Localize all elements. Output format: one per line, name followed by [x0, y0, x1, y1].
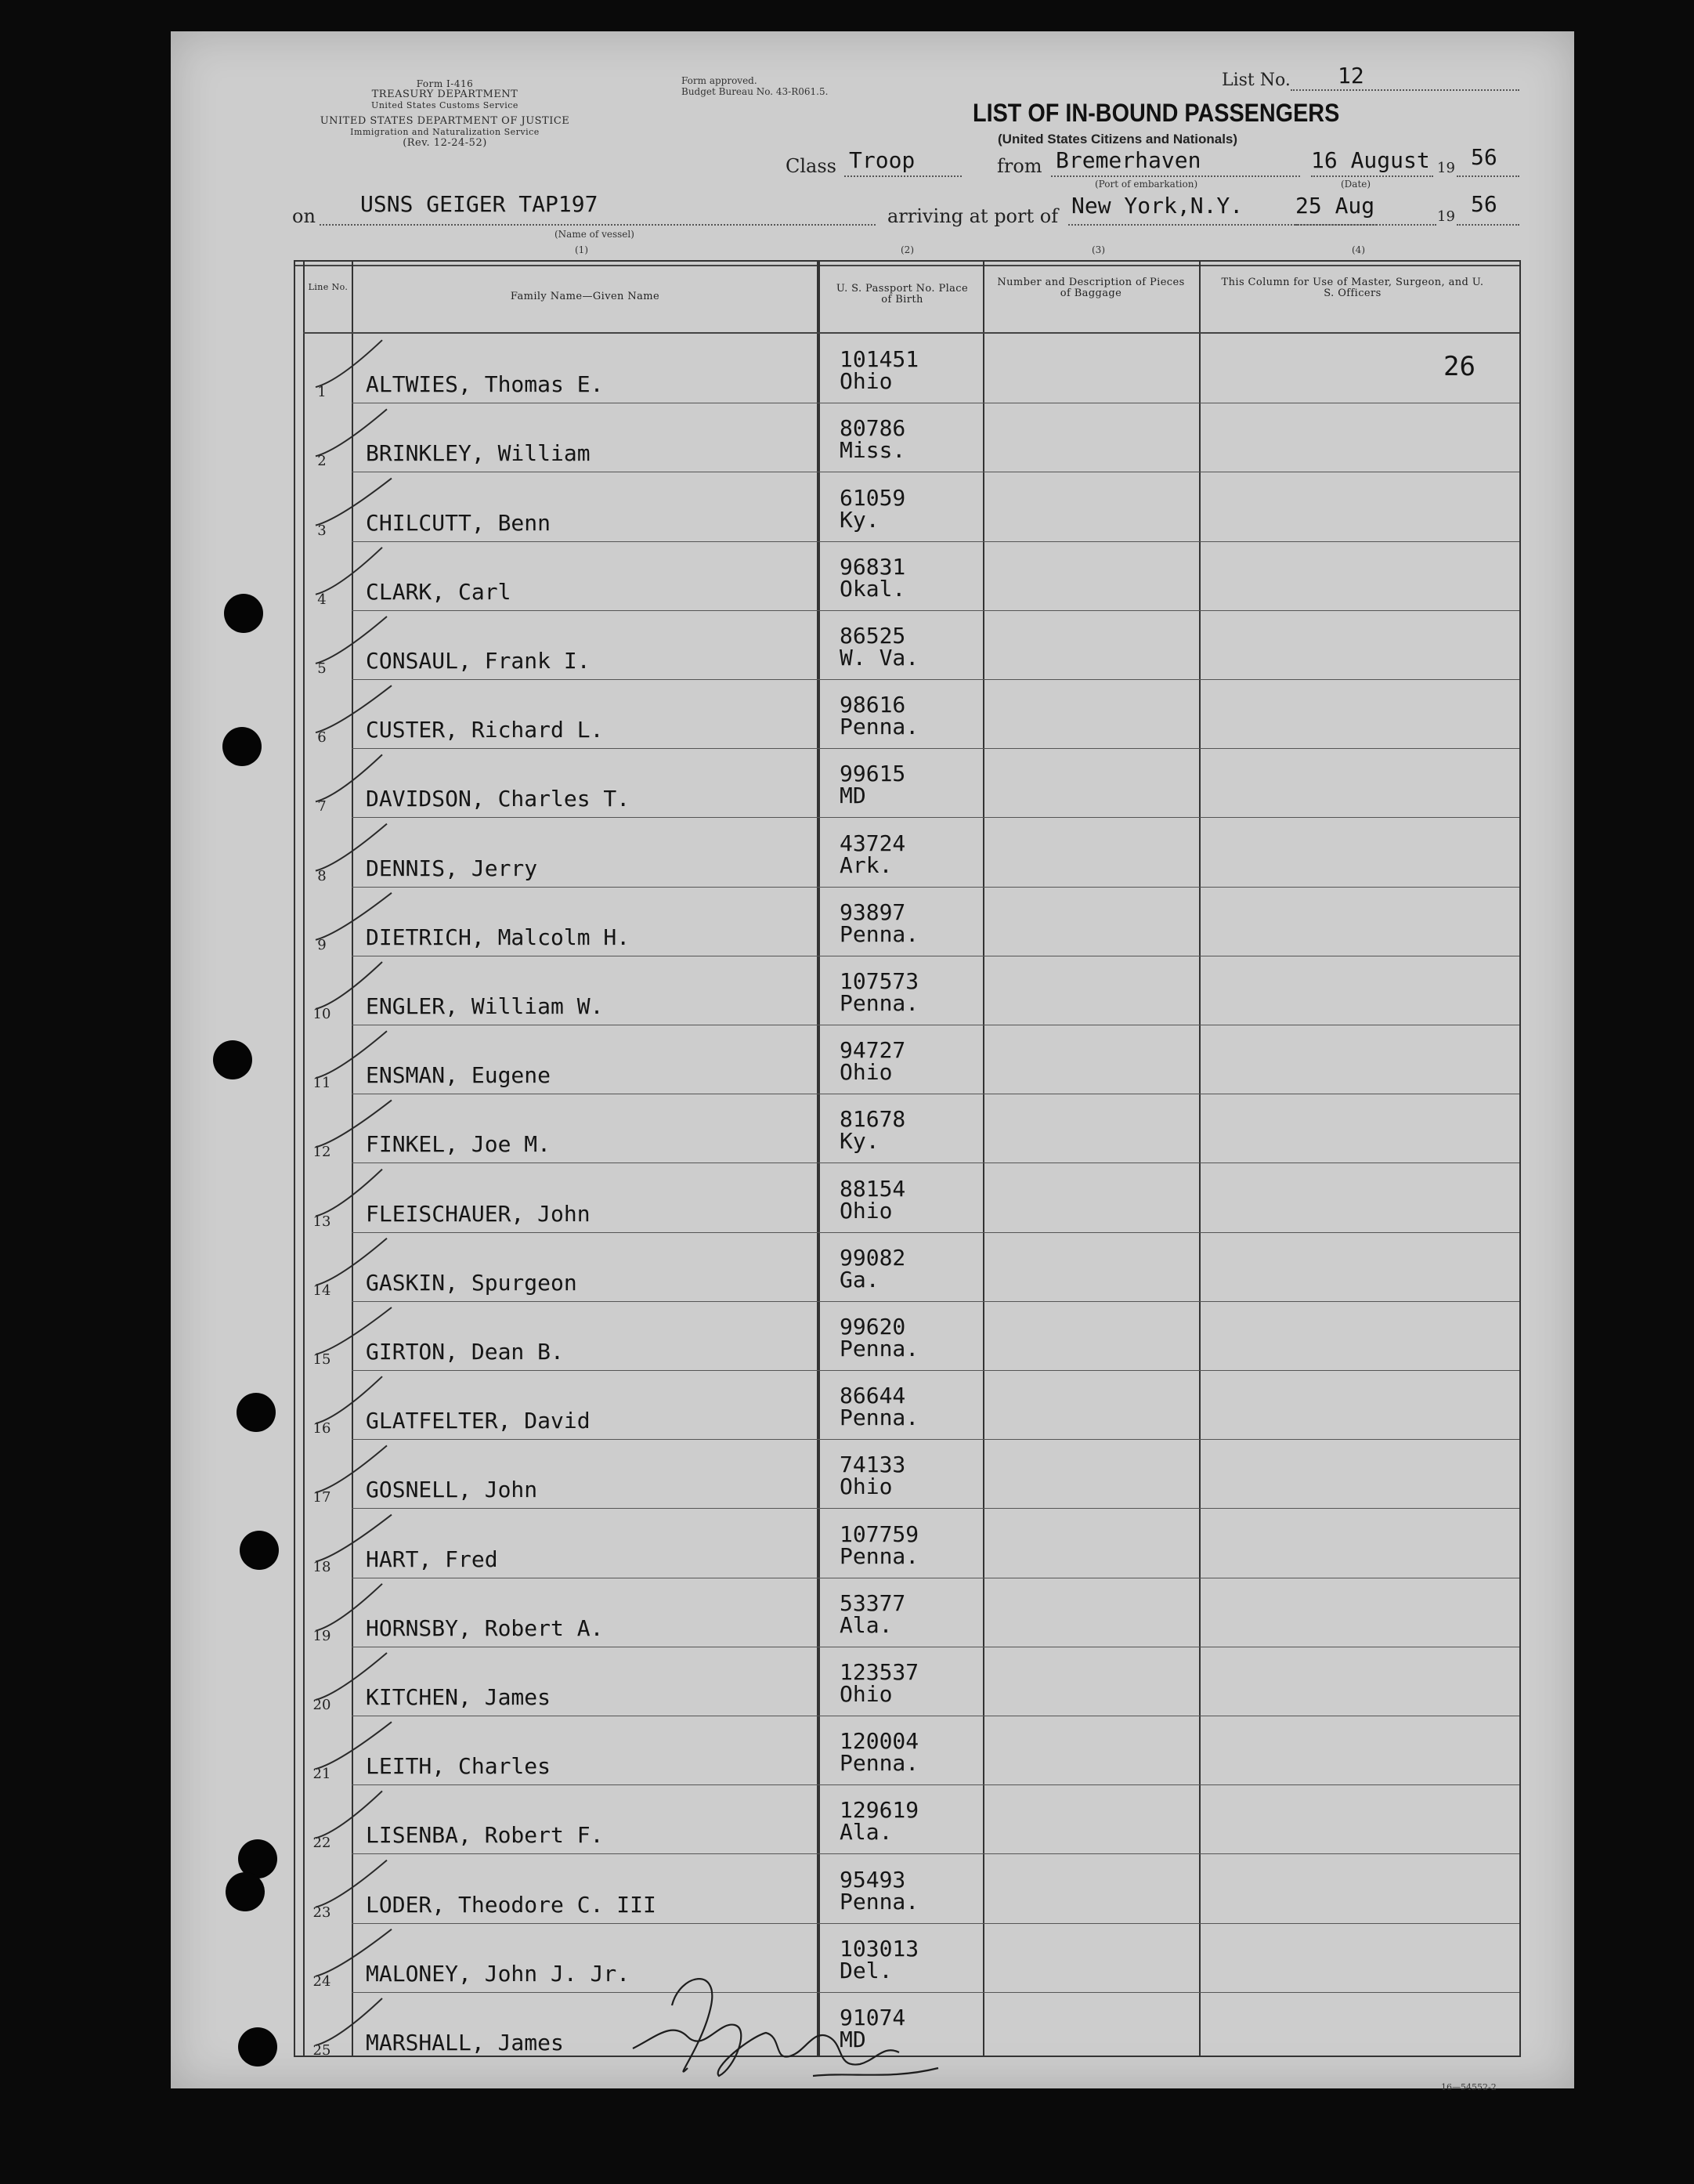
column-caption-2: (2) — [901, 244, 914, 255]
place-of-birth: Del. — [840, 1957, 893, 1983]
table-row — [295, 1923, 1519, 1992]
passenger-name: GLATFELTER, David — [366, 1408, 591, 1434]
passport-number: 74133 — [840, 1452, 906, 1478]
line-number: 4 — [317, 591, 327, 608]
place-of-birth: Ark. — [840, 852, 893, 878]
line-number: 12 — [312, 1144, 331, 1161]
arriving-label: arriving at port of — [887, 205, 1059, 227]
passport-number: 53377 — [840, 1589, 906, 1616]
footer-code: 16—54552-2 — [1441, 2082, 1497, 2092]
passenger-name: GOSNELL, John — [366, 1477, 538, 1503]
passport-number: 129619 — [840, 1797, 919, 1824]
place-of-birth: Penna. — [840, 1750, 919, 1777]
on-label: on — [292, 205, 316, 227]
line-number: 21 — [312, 1766, 331, 1783]
departure-year: 56 — [1471, 144, 1497, 170]
vessel-underline — [320, 224, 876, 226]
place-of-birth: Penna. — [840, 1405, 919, 1431]
form-number: Form I-416 — [416, 78, 474, 89]
place-of-birth: Penna. — [840, 714, 919, 740]
year-underline — [1457, 175, 1519, 177]
table-row — [295, 334, 1519, 403]
line-number: 20 — [312, 1696, 331, 1713]
column-caption-1: (1) — [575, 244, 588, 255]
form-approved: Form approved. — [681, 75, 757, 86]
vessel-name: USNS GEIGER TAP197 — [360, 191, 598, 217]
place-of-birth: Ala. — [840, 1819, 893, 1846]
manifest-title: LIST OF IN-BOUND PASSENGERS — [973, 99, 1340, 127]
binder-hole — [238, 2027, 277, 2066]
table-row — [295, 610, 1519, 679]
table-row — [295, 1647, 1519, 1716]
passenger-table — [294, 260, 1521, 2057]
manifest-subtitle: (United States Citizens and Nationals) — [998, 132, 1238, 146]
officer-note: 26 — [1443, 351, 1475, 382]
list-no-underline — [1291, 89, 1519, 91]
place-of-birth: Ohio — [840, 1197, 893, 1224]
arrival-year-underline — [1457, 224, 1519, 226]
binder-hole — [226, 1872, 265, 1911]
agency-header — [288, 78, 601, 149]
passenger-name: MALONEY, John J. Jr. — [366, 1960, 630, 1987]
passport-number: 99082 — [840, 1244, 906, 1271]
line-number: 23 — [312, 1904, 331, 1921]
place-of-birth: Penna. — [840, 1335, 919, 1361]
passenger-name: DIETRICH, Malcolm H. — [366, 924, 630, 950]
budget-bureau: Budget Bureau No. 43-R061.5. — [681, 86, 829, 97]
passport-number: 96831 — [840, 553, 906, 580]
table-top-double-line — [295, 265, 1519, 266]
arrival-year: 56 — [1471, 191, 1497, 217]
table-row — [295, 1853, 1519, 1922]
passport-number: 107759 — [840, 1520, 919, 1547]
place-of-birth: Penna. — [840, 1888, 919, 1915]
place-of-birth: Miss. — [840, 437, 906, 464]
passport-number: 95493 — [840, 1866, 906, 1893]
passenger-name: FLEISCHAUER, John — [366, 1200, 591, 1227]
passenger-name: LODER, Theodore C. III — [366, 1891, 656, 1918]
col-header-passport: U. S. Passport No. Place of Birth — [836, 283, 969, 306]
from-label: from — [997, 155, 1042, 177]
date-caption: (Date) — [1341, 179, 1371, 190]
table-row — [295, 1508, 1519, 1577]
passport-number: 107573 — [840, 967, 919, 994]
passenger-name: HART, Fred — [366, 1546, 498, 1572]
vessel-caption: (Name of vessel) — [554, 229, 634, 240]
table-row — [295, 1439, 1519, 1508]
place-of-birth: Ohio — [840, 1680, 893, 1707]
passport-number: 88154 — [840, 1175, 906, 1202]
passenger-name: HORNSBY, Robert A. — [366, 1614, 604, 1641]
embark-underline — [1051, 175, 1300, 177]
passenger-name: MARSHALL, James — [366, 2029, 564, 2056]
place-of-birth: Ala. — [840, 1611, 893, 1638]
passenger-name: ENGLER, William W. — [366, 993, 604, 1019]
passenger-name: DAVIDSON, Charles T. — [366, 786, 630, 812]
table-row — [295, 748, 1519, 817]
passenger-name: LISENBA, Robert F. — [366, 1822, 604, 1849]
col-header-name: Family Name—Given Name — [510, 291, 660, 302]
passenger-name: DENNIS, Jerry — [366, 855, 538, 881]
table-row — [295, 887, 1519, 956]
table-row — [295, 1094, 1519, 1163]
col-header-baggage: Number and Description of Pieces of Baggage — [997, 277, 1185, 299]
arrival-date-underline — [1295, 224, 1436, 226]
col-header-officers: This Column for Use of Master, Surgeon, and U. S. Officers — [1221, 277, 1484, 299]
customs-service: United States Customs Service — [371, 100, 518, 110]
line-number: 5 — [317, 660, 327, 677]
passenger-name: CONSAUL, Frank I. — [366, 647, 591, 674]
class-value: Troop — [849, 147, 916, 173]
class-underline — [844, 175, 962, 177]
place-of-birth: Penna. — [840, 1542, 919, 1569]
place-of-birth: MD — [840, 2026, 866, 2052]
list-no-label: List No. — [1222, 71, 1291, 90]
passport-number: 86525 — [840, 622, 906, 649]
line-number: 3 — [317, 522, 327, 539]
table-row — [295, 817, 1519, 886]
table-row — [295, 472, 1519, 541]
column-caption-3: (3) — [1092, 244, 1105, 255]
table-row — [295, 1370, 1519, 1439]
passport-number: 93897 — [840, 899, 906, 925]
passport-number: 91074 — [840, 2004, 906, 2030]
line-number: 15 — [312, 1351, 331, 1368]
table-row — [295, 1578, 1519, 1647]
table-row — [295, 1025, 1519, 1094]
binder-hole — [224, 594, 263, 633]
place-of-birth: Ohio — [840, 1059, 893, 1086]
col-header-line-no: Line No. — [308, 282, 349, 292]
line-number: 7 — [317, 798, 327, 815]
departure-date: 16 August — [1311, 147, 1430, 173]
passport-number: 61059 — [840, 484, 906, 511]
place-of-birth: Ky. — [840, 1128, 880, 1155]
line-number: 25 — [312, 2041, 331, 2059]
line-number: 17 — [312, 1489, 331, 1506]
passport-number: 101451 — [840, 346, 919, 373]
revision-date: (Rev. 12-24-52) — [403, 137, 487, 149]
place-of-birth: Ohio — [840, 1473, 893, 1500]
passenger-name: KITCHEN, James — [366, 1683, 551, 1710]
passenger-name: CLARK, Carl — [366, 578, 511, 605]
passport-number: 99620 — [840, 1313, 906, 1340]
passenger-name: ALTWIES, Thomas E. — [366, 371, 604, 398]
place-of-birth: Ky. — [840, 506, 880, 533]
passport-number: 86644 — [840, 1383, 906, 1409]
passport-number: 43724 — [840, 830, 906, 856]
justice-department: UNITED STATES DEPARTMENT OF JUSTICE — [320, 115, 570, 127]
port-embarkation-caption: (Port of embarkation) — [1095, 179, 1198, 190]
line-number: 1 — [317, 384, 327, 401]
treasury-department: TREASURY DEPARTMENT — [371, 89, 518, 100]
line-number: 19 — [312, 1627, 331, 1644]
binder-hole — [237, 1393, 276, 1432]
table-row — [295, 679, 1519, 748]
table-row — [295, 403, 1519, 472]
line-number: 9 — [317, 936, 327, 953]
place-of-birth: Okal. — [840, 575, 906, 602]
place-of-birth: Penna. — [840, 920, 919, 947]
table-row — [295, 956, 1519, 1025]
passenger-name: CUSTER, Richard L. — [366, 717, 604, 743]
port-of-arrival: New York,N.Y. — [1071, 193, 1244, 219]
passport-number: 103013 — [840, 1935, 919, 1962]
passport-number: 123537 — [840, 1658, 919, 1685]
arrival-date: 25 Aug — [1295, 193, 1375, 219]
line-number: 6 — [317, 729, 327, 747]
place-of-birth: Penna. — [840, 989, 919, 1016]
passenger-manifest-page — [171, 31, 1574, 2092]
table-row — [295, 1301, 1519, 1370]
arrival-year-prefix: 19 — [1437, 208, 1455, 225]
table-row — [295, 1232, 1519, 1301]
passport-number: 99615 — [840, 761, 906, 787]
passenger-name: GIRTON, Dean B. — [366, 1338, 564, 1365]
list-no-value: 12 — [1338, 63, 1364, 89]
class-label: Class — [786, 155, 836, 177]
place-of-birth: Ohio — [840, 368, 893, 395]
place-of-birth: W. Va. — [840, 644, 919, 671]
port-of-embarkation: Bremerhaven — [1056, 147, 1201, 173]
depart-date-underline — [1311, 175, 1433, 177]
line-number: 18 — [312, 1558, 331, 1575]
line-number: 8 — [317, 867, 327, 884]
binder-hole — [213, 1040, 252, 1079]
column-caption-4: (4) — [1352, 244, 1365, 255]
line-number: 16 — [312, 1420, 331, 1437]
passenger-name: GASKIN, Spurgeon — [366, 1269, 577, 1296]
line-number: 13 — [312, 1213, 331, 1230]
binder-hole — [222, 727, 262, 766]
line-number: 22 — [312, 1835, 331, 1852]
year-prefix: 19 — [1437, 160, 1455, 176]
immigration-service: Immigration and Naturalization Service — [350, 127, 540, 137]
line-number: 2 — [317, 453, 327, 470]
passenger-name: BRINKLEY, William — [366, 440, 591, 467]
passport-number: 94727 — [840, 1037, 906, 1064]
passport-number: 80786 — [840, 415, 906, 442]
place-of-birth: Ga. — [840, 1266, 880, 1293]
passport-number: 120004 — [840, 1728, 919, 1755]
passport-number: 98616 — [840, 692, 906, 718]
line-number: 11 — [312, 1075, 331, 1092]
line-number: 24 — [312, 1972, 331, 1990]
place-of-birth: MD — [840, 783, 866, 809]
binder-hole — [240, 1531, 279, 1570]
table-row — [295, 1784, 1519, 1853]
table-row — [295, 541, 1519, 610]
table-row — [295, 1992, 1519, 2061]
table-row — [295, 1163, 1519, 1231]
passenger-name: ENSMAN, Eugene — [366, 1062, 551, 1089]
table-row — [295, 1716, 1519, 1784]
passenger-name: FINKEL, Joe M. — [366, 1131, 551, 1158]
passenger-name: LEITH, Charles — [366, 1753, 551, 1780]
line-number: 10 — [312, 1005, 331, 1022]
passport-number: 81678 — [840, 1106, 906, 1133]
passenger-name: CHILCUTT, Benn — [366, 509, 551, 536]
line-number: 14 — [312, 1282, 331, 1299]
